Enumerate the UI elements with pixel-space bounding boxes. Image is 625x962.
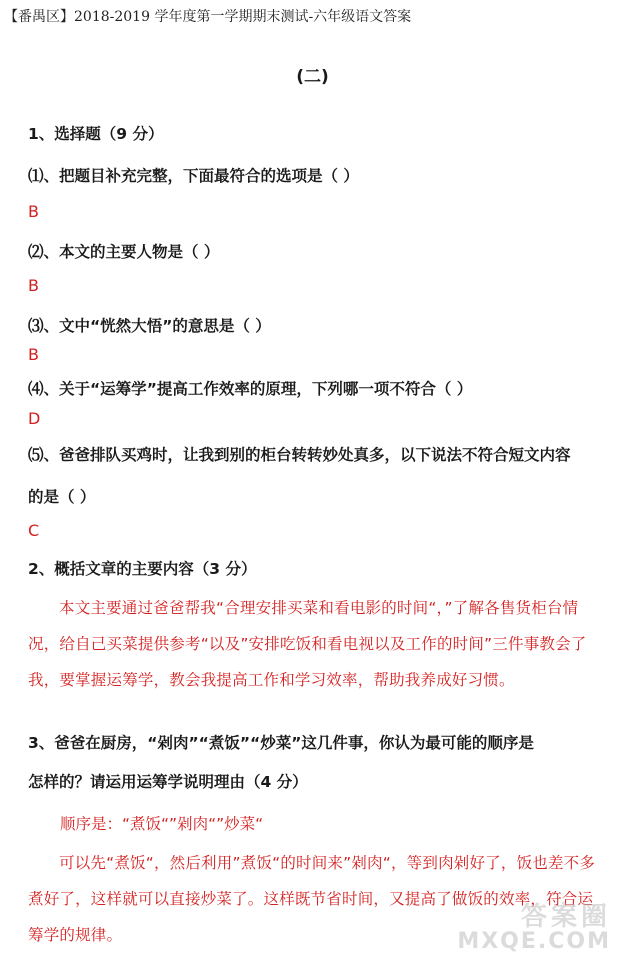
question-3-heading-line2: 怎样的？请运用运筹学说明理由（4 分） — [28, 773, 308, 791]
question-1-1: ⑴、把题目补充完整，下面最符合的选项是（ ） — [28, 167, 359, 185]
question-1-5-line1: ⑸、爸爸排队买鸡时，让我到别的柜台转转妙处真多，以下说法不符合短文内容 — [28, 446, 571, 464]
answer-1-4: D — [28, 409, 41, 428]
question-3-heading-line1: 3、爸爸在厨房，“剁肉”“煮饭”“炒菜”这几件事，你认为最可能的顺序是 — [28, 734, 534, 752]
answer-1-3: B — [28, 345, 39, 364]
question-1-3: ⑶、文中“恍然大悟”的意思是（ ） — [28, 317, 271, 335]
answer-1-2: B — [28, 276, 39, 295]
answer-2-paragraph: 本文主要通过爸爸帮我“合理安排买菜和看电影的时间“，”了解各售货柜台情况，给自己买菜提供参考“以及”安排吃饭和看电视以及工作的时间”三件事教会了我，要掌握运筹学，教会我提高工作和学习效率，帮助我养成好习惯。 — [28, 599, 587, 689]
watermark-bottom-text: MXQE.COM — [457, 929, 611, 954]
question-1-2: ⑵、本文的主要人物是（ ） — [28, 243, 220, 261]
question-1-5-line2: 的是（ ） — [28, 488, 96, 506]
question-1-4: ⑷、关于“运筹学”提高工作效率的原理，下列哪一项不符合（ ） — [28, 380, 473, 398]
answer-1-1: B — [28, 202, 39, 221]
watermark-top-text: 答案圈 — [520, 902, 611, 932]
answer-3-order: 顺序是：“煮饭“”剁肉“”炒菜“ — [60, 815, 264, 833]
question-2-heading: 2、概括文章的主要内容（3 分） — [28, 560, 257, 578]
question-1-heading: 1、选择题（9 分） — [28, 125, 164, 143]
answer-1-5: C — [28, 521, 40, 540]
section-title: (二) — [296, 67, 329, 87]
document-header: 【番禺区】2018-2019 学年度第一学期期末测试-六年级语文答案 — [4, 9, 412, 25]
answer-3-reason: 可以先“煮饭“，然后利用”煮饭“的时间来”剁肉“，等到肉剁好了，饭也差不多煮好了，这样就可以直接炒菜了。这样既节省时间，又提高了做饭的效率，符合运筹学的规律。 — [28, 854, 596, 944]
